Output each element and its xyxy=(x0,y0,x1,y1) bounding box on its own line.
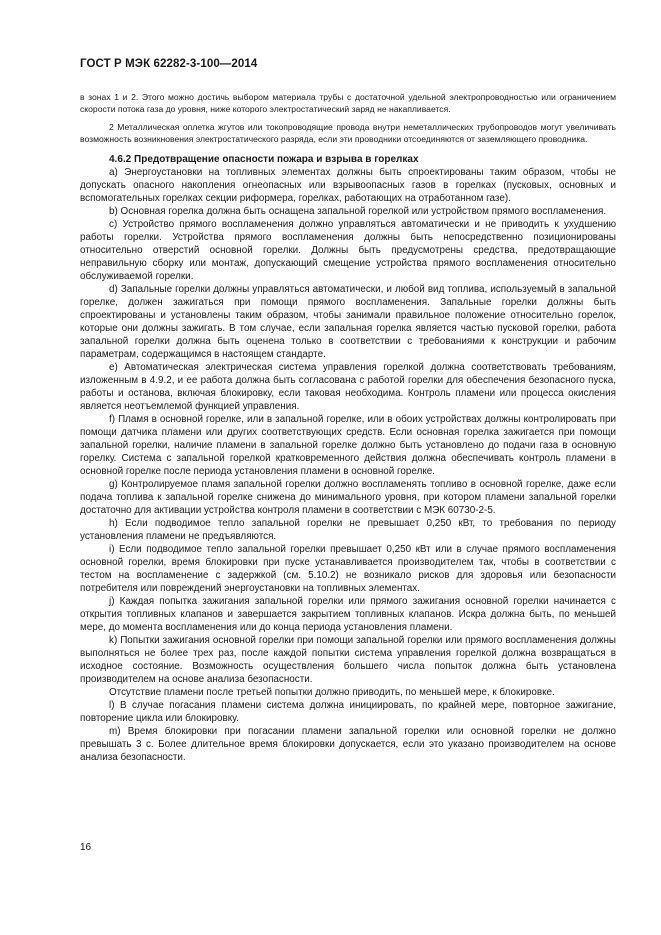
standard-header: ГОСТ Р МЭК 62282-3-100—2014 xyxy=(80,58,258,70)
paragraph-b: b) Основная горелка должна быть оснащена запальной горелкой или устройством прямого воспламенения. xyxy=(109,206,607,218)
paragraph-c: c) Устройство прямого воспламенения должно управляться автоматически и не приводить к ухудшению работы горелки. Устройства прямого воспламенения должны быть непосредственно позиционированы относительно отверстий основной горелки. Должны быть предусмотрены средства, предотвращающие неправильную сборку или монтаж, допускающий смещение устройства прямого воспламенения относительно обслуживаемой горелки. xyxy=(80,219,616,283)
paragraph-i: i) Если подводимое тепло запальной горелки превышает 0,250 кВт или в случае прямого воспламенения основной горелки, время блокировки при пуске устанавливается производителем так, чтобы в соответствии с тестом на воспламенение с задержкой (см. 5.10.2) не возникало рисков для здоровья или безопасности потребителя или повреждений энергоустановки на топливных элементах. xyxy=(80,544,616,595)
paragraph-a: а) Энергоустановки на топливных элементах должны быть спроектированы таким образом, чтобы не допускать опасного накопления огнеопасных или взрывоопасных газов в горелках (пусковых, основных и вспомогательных горелках секции риформера, горелках, работающих на отработанном газе). xyxy=(80,167,616,205)
paragraph-g: g) Контролируемое пламя запальной горелки должно воспламенять топливо в основной горелке, даже если подача топлива к запальной горелке снижена до минимального уровня, при котором пламени запальной горелки достаточно для активации устройства контроля пламени в соответствии с МЭК 60730-2-5. xyxy=(80,479,616,517)
page-number: 16 xyxy=(80,842,92,853)
section-heading: 4.6.2 Предотвращение опасности пожара и взрыва в горелках xyxy=(109,154,419,166)
paragraph-l: l) В случае погасания пламени система должна инициировать, по крайней мере, повторное зажигание, повторение цикла или блокировку. xyxy=(80,700,616,725)
note-2: 2 Металлическая оплетка жгутов или токопроводящие провода внутри неметаллических трубопроводов могут увеличивать возможность возникновения электростатического разряда, если эти проводники отсоединяются от заземляющего проводника. xyxy=(80,122,616,144)
paragraph-m: m) Время блокировки при погасании пламени запальной горелки или основной горелки не должно превышать 3 с. Более длительное время блокировки допускается, если это указано производителем на основе анализа безопасности. xyxy=(80,726,616,764)
paragraph-h: h) Если подводимое тепло запальной горелки не превышает 0,250 кВт, то требования по периоду установления пламени не предъявляются. xyxy=(80,518,616,543)
paragraph-f: f) Пламя в основной горелке, или в запальной горелке, или в обоих устройствах должны контролировать при помощи датчика пламени или других соответствующих средств. Если основная горелка зажигается при помощи запальной горелки, наличие пламени в запальной горелке должно быть установлено до подачи газа в основную горелку. Система с запальной горелкой кратковременного действия должна обеспечивать контроль пламени в основной горелке после периода установления пламени в основной горелке. xyxy=(80,414,616,478)
page-content xyxy=(80,92,616,764)
paragraph-e: e) Автоматическая электрическая система управления горелкой должна соответствовать требованиям, изложенным в 4.9.2, и ее работа должна быть согласована с работой горелки для обеспечения безопасного пуска, работы и останова, включая блокировку, если таковая необходима. Контроль пламени или процесса окисления является неотъемлемой функцией управления. xyxy=(80,362,616,413)
paragraph-k-continuation: Отсутствие пламени после третьей попытки должно приводить, по меньшей мере, к блокировке. xyxy=(109,687,555,699)
paragraph-d: d) Запальные горелки должны управляться автоматически, и любой вид топлива, используемый в запальной горелке, должен зажигаться при помощи прямого воспламенения. Запальные горелки должны быть спроектированы и установлены таким образом, чтобы занимали правильное положение относительно горелок, которые они должны зажигать. В том случае, если запальная горелка является частью пусковой горелки, работа запальной горелки должна быть оценена только в соответствии с требованиями к конструкции и рабочим параметрам, содержащимся в настоящем стандарте. xyxy=(80,284,616,361)
paragraph-k: k) Попытки зажигания основной горелки при помощи запальной горелки или прямого воспламенения должны выполняться не более трех раз, после каждой попытки система управления горелкой должна возвращаться в исходное состояние. Возможность осуществления большего числа попыток должна быть установлена производителем на основе анализа безопасности. xyxy=(80,635,616,686)
paragraph-j: j) Каждая попытка зажигания запальной горелки или прямого зажигания основной горелки начинается с открытия топливных клапанов и завершается закрытием топливных клапанов. Искра должна быть, по меньшей мере, до момента воспламенения или до конца периода установления пламени. xyxy=(80,596,616,634)
note-continuation: в зонах 1 и 2. Этого можно достичь выбором материала трубы с достаточной удельной электропроводностью или ограничением скорости потока газа до уровня, ниже которого электростатический заряд не накапливается. xyxy=(80,92,616,114)
